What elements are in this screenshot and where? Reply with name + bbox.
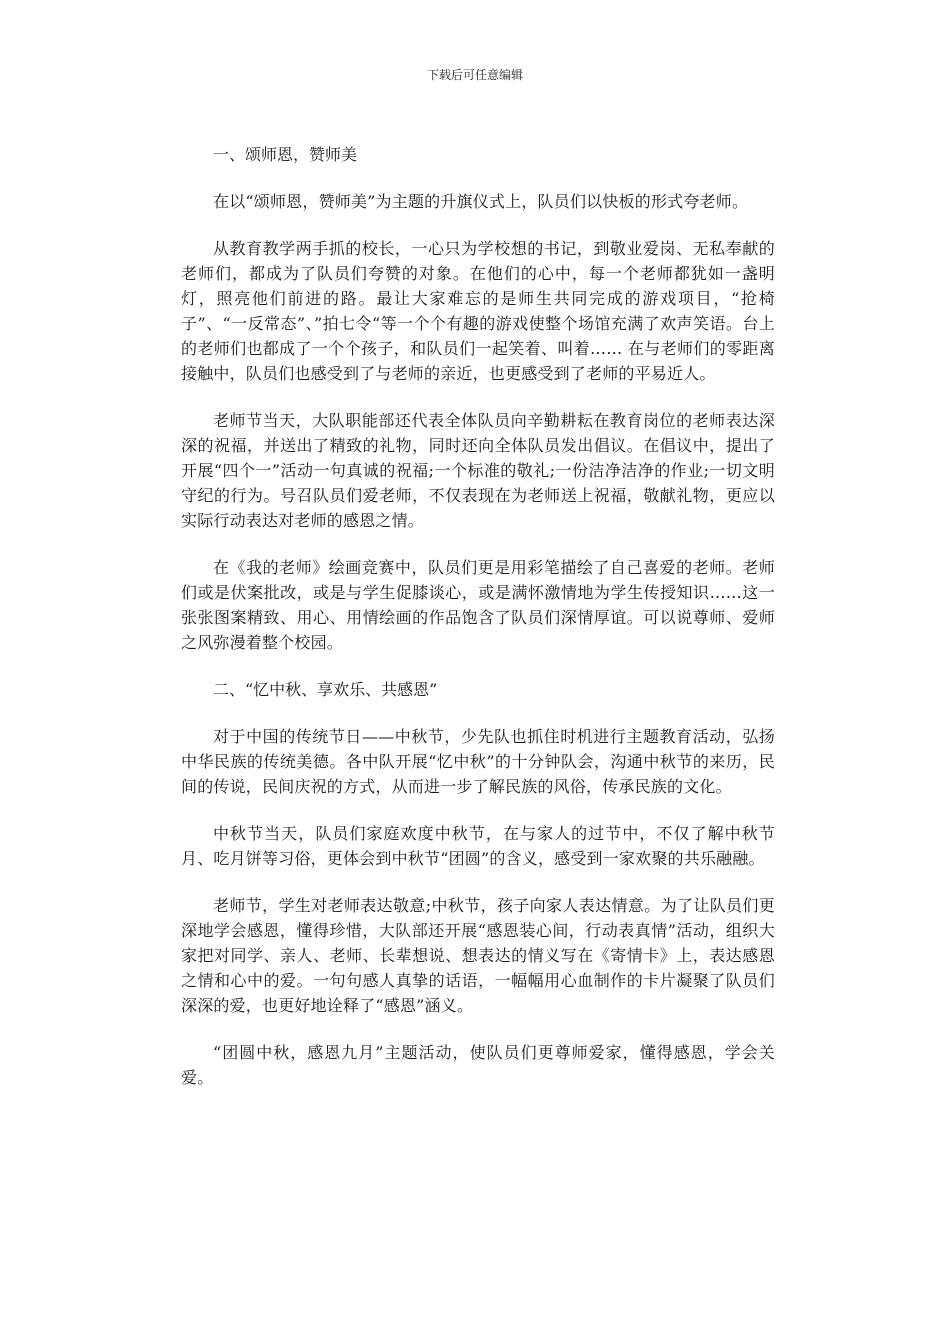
paragraph: 老师节，学生对老师表达敬意;中秋节，孩子向家人表达情意。为了让队员们更深地学会感恩，懂得珍惜，大队部还开展“感恩装心间，行动表真情”活动，组织大家把对同学、亲人、老师、长辈想说、想表达的情义写在《寄情卡》上，表达感恩之情和心中的爱。一句句感人真挚的话语，一幅幅用心血制作的卡片凝聚了队员们深深的爱，也更好地诠释了“感恩”涵义。 xyxy=(181,896,775,1015)
document-body xyxy=(181,142,775,1112)
section-heading-1: 一、颂师恩，赞师美 xyxy=(213,145,358,164)
paragraph: 从教育教学两手抓的校长，一心只为学校想的书记，到敬业爱岗、无私奉献的老师们，都成为了队员们夸赞的对象。在他们的心中，每一个老师都犹如一盏明灯，照亮他们前进的路。最让大家难忘的是师生共同完成的游戏项目，“抢椅子”、“一反常态”、”拍七令“等一个个有趣的游戏使整个场馆充满了欢声笑语。台上的老师们也都成了一个个孩子，和队员们一起笑着、叫着…… 在与老师们的零距离接触中，队员们也感受到了与老师的亲近，也更感受到了老师的平易近人。 xyxy=(181,239,775,383)
paragraph: 在《我的老师》绘画竞赛中，队员们更是用彩笔描绘了自己喜爱的老师。老师们或是伏案批改，或是与学生促膝谈心，或是满怀激情地为学生传授知识……这一张张图案精致、用心、用情绘画的作品饱含了队员们深情厚谊。可以说尊师、爱师之风弥漫着整个校园。 xyxy=(181,558,775,652)
paragraph: 对于中国的传统节日——中秋节，少先队也抓住时机进行主题教育活动，弘扬中华民族的传统美德。各中队开展“忆中秋”的十分钟队会，沟通中秋节的来历，民间的传说，民间庆祝的方式，从而进一步了解民族的风俗，传承民族的文化。 xyxy=(181,727,775,796)
paragraph: “团圆中秋，感恩九月”主题活动，使队员们更尊师爱家，懂得感恩，学会关爱。 xyxy=(181,1043,775,1087)
section-heading-2: 二、“忆中秋、享欢乐、共感恩” xyxy=(213,680,438,699)
page-header: 下载后可任意编辑 xyxy=(426,68,523,82)
paragraph: 在以“颂师恩，赞师美”为主题的升旗仪式上，队员们以快板的形式夸老师。 xyxy=(213,192,749,211)
paragraph: 中秋节当天，队员们家庭欢度中秋节，在与家人的过节中，不仅了解中秋节月、吃月饼等习俗，更体会到中秋节“团圆”的含义，感受到一家欢聚的共乐融融。 xyxy=(181,824,775,868)
paragraph: 老师节当天，大队职能部还代表全体队员向辛勤耕耘在教育岗位的老师表达深深的祝福，并送出了精致的礼物，同时还向全体队员发出倡议。在倡议中，提出了开展“四个一”活动一句真诚的祝福;一个标准的敬礼;一份洁净洁净的作业;一切文明守纪的行为。号召队员们爱老师，不仅表现在为老师送上祝福，敬献礼物，更应以实际行动表达对老师的感恩之情。 xyxy=(181,411,775,530)
